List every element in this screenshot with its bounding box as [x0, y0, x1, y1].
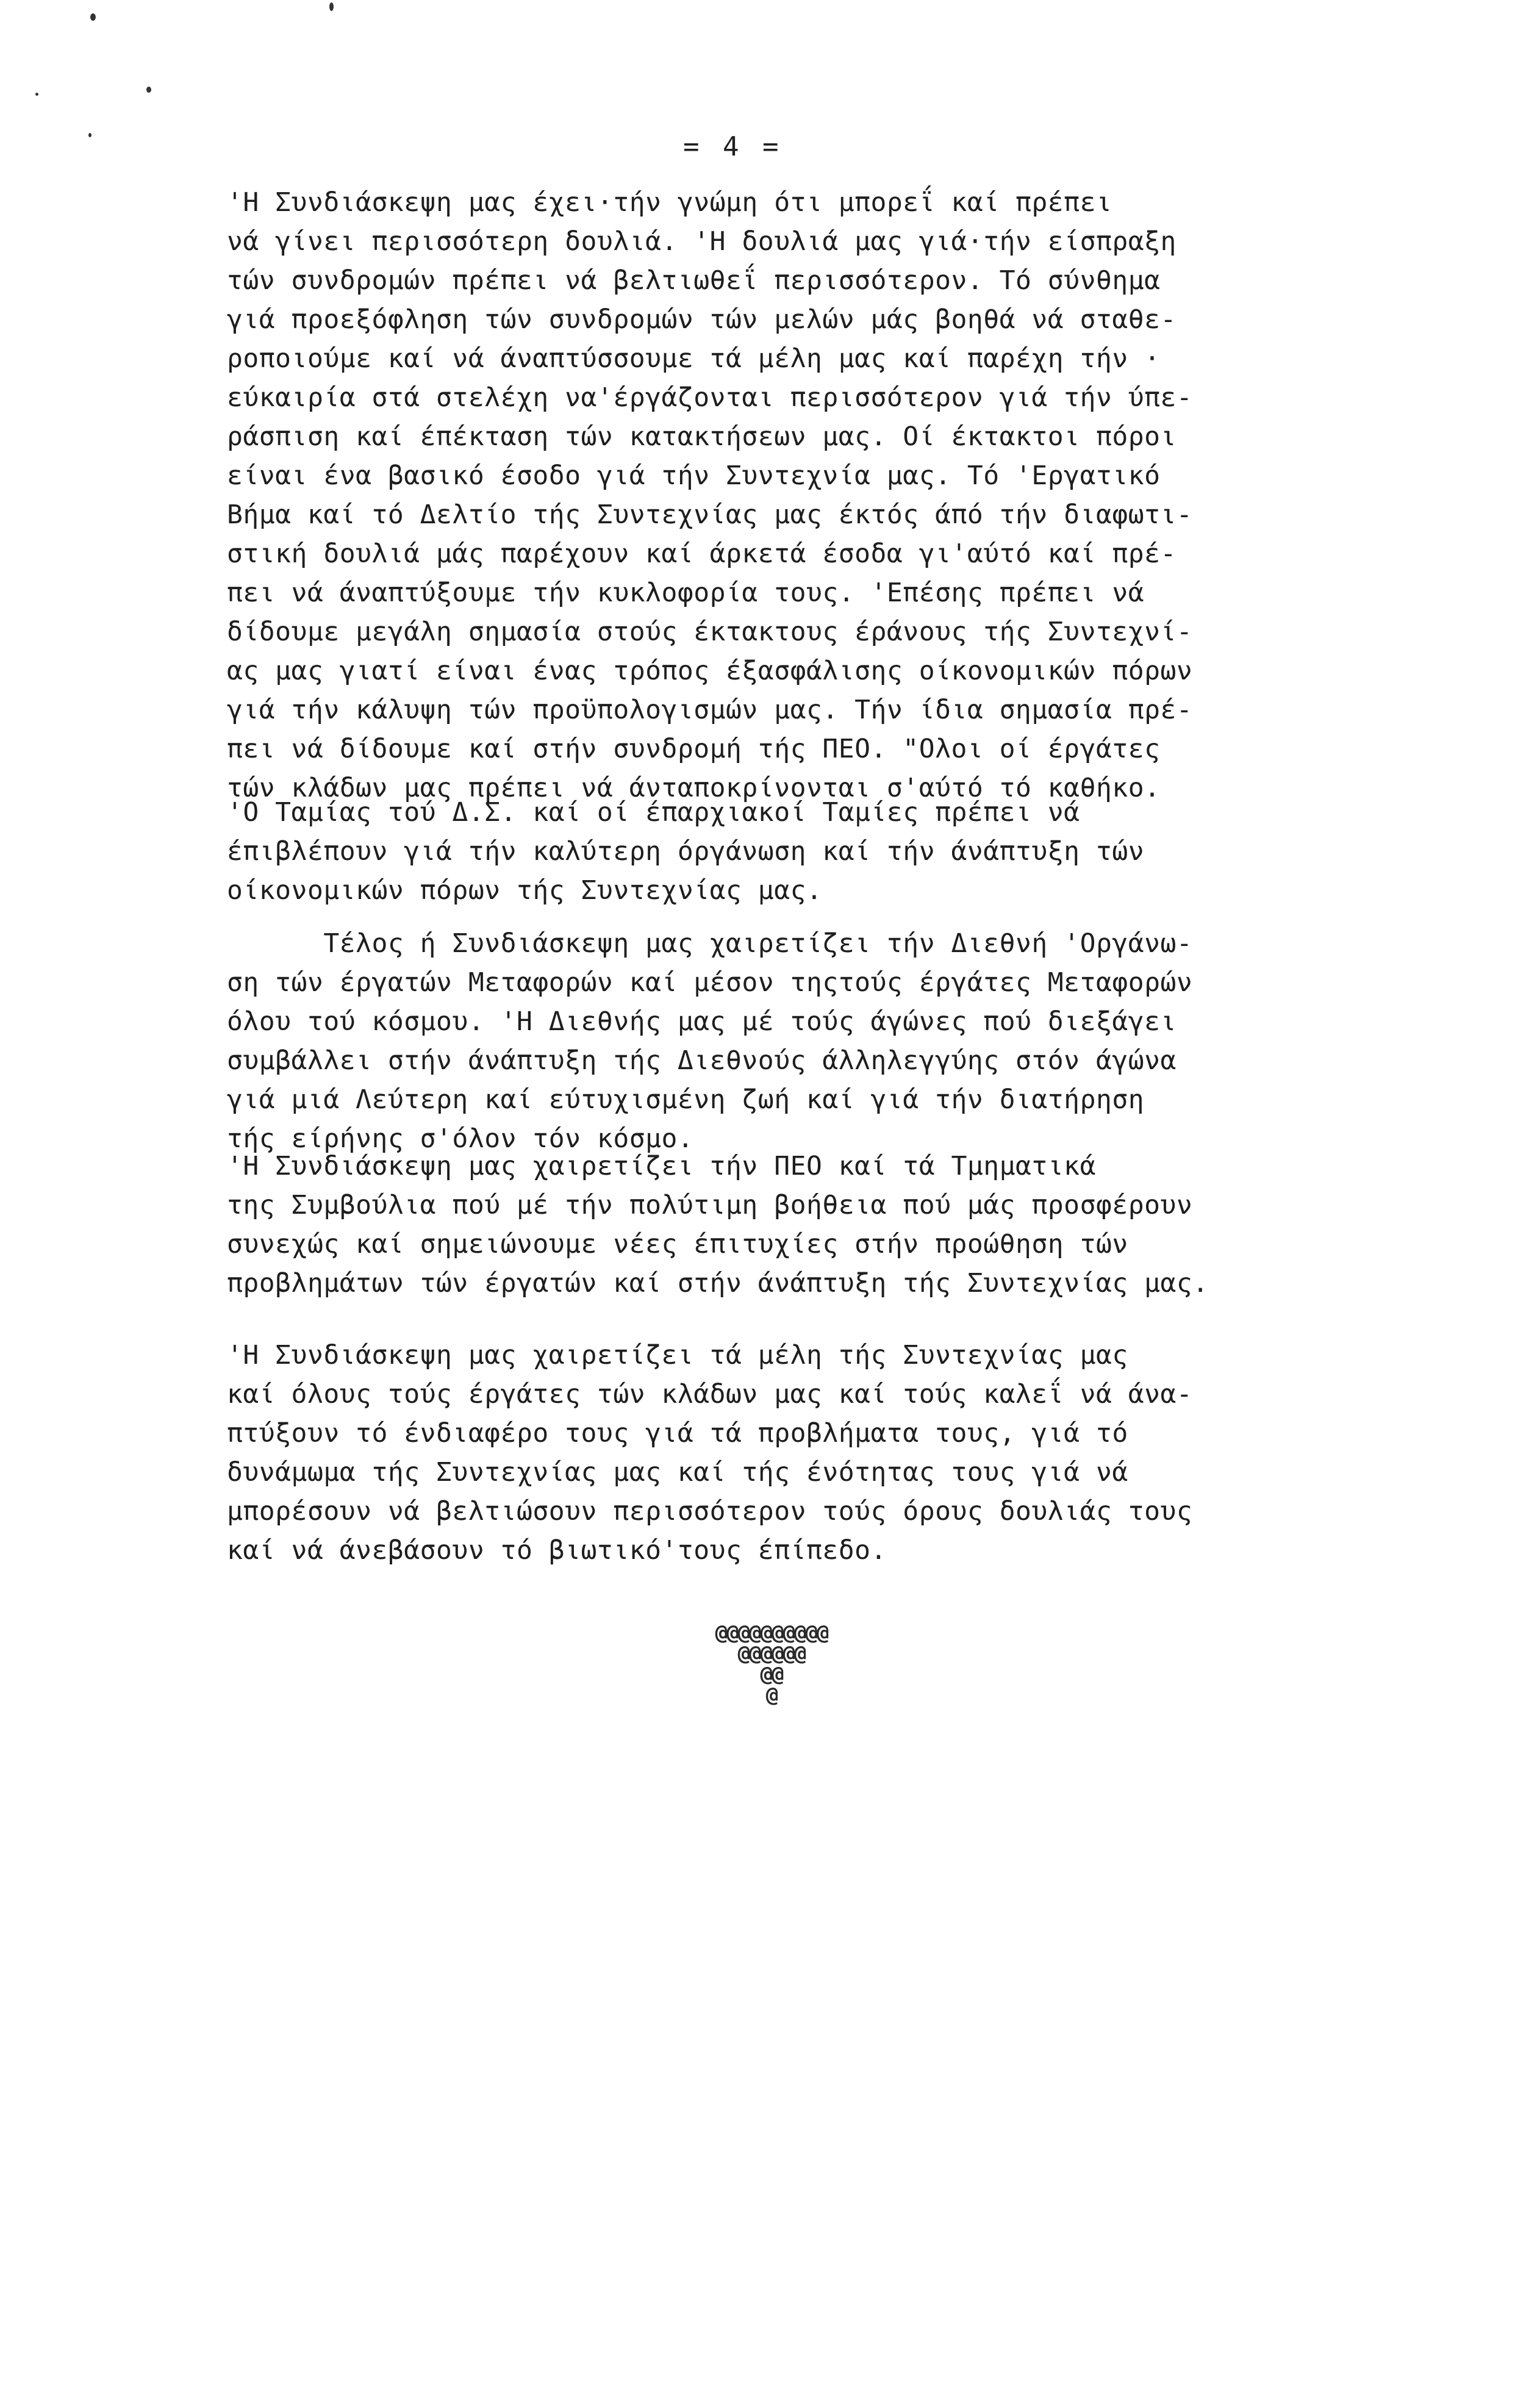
text-line: τών κλάδων μας πρέπει νά άνταποκρίνονται σ'αύτό τό καθήκο. — [227, 773, 1161, 803]
text-line: δίδουμε μεγάλη σημασία στούς έκτακτους έράνους τής Συντεχνί- — [227, 617, 1193, 647]
ornament-row: @@@@@@ — [737, 1641, 806, 1666]
scan-speck — [88, 133, 91, 137]
text-line: Βήμα καί τό Δελτίο τής Συντεχνίας μας έκτός άπό τήν διαφωτι- — [227, 500, 1193, 530]
text-line: γιά μιά Λεύτερη καί εύτυχισμένη ζωή καί γιά τήν διατήρηση — [227, 1084, 1145, 1115]
text-line: 'Η Συνδιάσκεψη μας χαιρετίζει τήν ΠΕΟ καί τά Τμηματικά — [227, 1151, 1096, 1181]
paragraph-international — [227, 924, 1373, 1158]
text-line: τών συνδρομών πρέπει νά βελτιωθεΐ περισσότερον. Τό σύνθημα — [227, 265, 1161, 296]
end-ornament — [671, 1622, 872, 1705]
text-line: της Συμβούλια πού μέ τήν πολύτιμη βοήθεια πού μάς προσφέρουν — [227, 1190, 1193, 1220]
scan-speck — [329, 2, 334, 11]
text-line: δυνάμωμα τής Συντεχνίας μας καί τής ένότητας τους γιά νά — [227, 1457, 1128, 1488]
text-line: Τέλος ή Συνδιάσκεψη μας χαιρετίζει τήν Διεθνή 'Οργάνω- — [227, 928, 1193, 959]
scan-speck — [146, 87, 151, 93]
paragraph-members — [227, 1336, 1373, 1570]
text-line: πει νά άναπτύξουμε τήν κυκλοφορία τους. 'Επέσης πρέπει νά — [227, 578, 1145, 608]
scan-speck — [35, 93, 38, 96]
text-line: εύκαιρία στά στελέχη να'έργάζονται περισσότερον γιά τήν ύπε- — [227, 382, 1193, 413]
page-number: = 4 = — [683, 131, 783, 162]
paragraph-peo — [227, 1147, 1373, 1303]
text-line: γιά τήν κάλυψη τών προϋπολογισμών μας. Τήν ίδια σημασία πρέ- — [227, 695, 1193, 725]
text-line: ση τών έργατών Μεταφορών καί μέσον τηςτούς έργάτες Μεταφορών — [227, 967, 1193, 998]
text-line: συνεχώς καί σημειώνουμε νέες έπιτυχίες στήν προώθηση τών — [227, 1229, 1128, 1259]
text-line: όλου τού κόσμου. 'Η Διεθνής μας μέ τούς άγώνες πού διεξάγει — [227, 1006, 1176, 1037]
ornament-row: @@ — [760, 1662, 783, 1686]
text-line: πει νά δίδουμε καί στήν συνδρομή τής ΠΕΟ. "Ολοι οί έργάτες — [227, 734, 1161, 764]
text-line: μπορέσουν νά βελτιώσουν περισσότερον τούς όρους δουλιάς τους — [227, 1496, 1193, 1527]
text-line: 'Η Συνδιάσκεψη μας χαιρετίζει τά μέλη τής Συντεχνίας μας — [227, 1340, 1128, 1370]
text-line: συμβάλλει στήν άνάπτυξη τής Διεθνούς άλληλεγγύης στόν άγώνα — [227, 1045, 1176, 1076]
text-line: προβλημάτων τών έργατών καί στήν άνάπτυξη τής Συντεχνίας μας. — [227, 1268, 1209, 1299]
text-line: γιά προεξόφληση τών συνδρομών τών μελών μάς βοηθά νά σταθε- — [227, 304, 1176, 335]
paragraph-finances — [227, 183, 1373, 808]
scan-speck — [90, 13, 96, 21]
text-line: είναι ένα βασικό έσοδο γιά τήν Συντεχνία μας. Τό 'Εργατικό — [227, 460, 1161, 491]
ornament-row: @@@@@@@@@@ — [715, 1621, 828, 1645]
text-line: 'Η Συνδιάσκεψη μας έχει·τήν γνώμη ότι μπορεΐ καί πρέπει — [227, 187, 1112, 218]
text-line: έπιβλέπουν γιά τήν καλύτερη όργάνωση καί τήν άνάπτυξη τών — [227, 836, 1145, 867]
text-line: ας μας γιατί είναι ένας τρόπος έξασφάλισης οίκονομικών πόρων — [227, 656, 1193, 686]
paragraph-treasurers — [227, 793, 1373, 910]
ornament-row: @ — [765, 1683, 778, 1707]
text-line: τής είρήνης σ'όλον τόν κόσμο. — [227, 1123, 694, 1154]
text-line: καί όλους τούς έργάτες τών κλάδων μας καί τούς καλεΐ νά άνα- — [227, 1379, 1193, 1410]
text-line: καί νά άνεβάσουν τό βιωτικό'τους έπίπεδο. — [227, 1535, 887, 1566]
text-line: στική δουλιά μάς παρέχουν καί άρκετά έσοδα γι'αύτό καί πρέ- — [227, 539, 1176, 569]
text-line: 'Ο Ταμίας τού Δ.Σ. καί οί έπαρχιακοί Ταμίες πρέπει νά — [227, 797, 1080, 828]
text-line: ροποιούμε καί νά άναπτύσσουμε τά μέλη μας καί παρέχη τήν · — [227, 343, 1161, 374]
text-line: οίκονομικών πόρων τής Συντεχνίας μας. — [227, 875, 823, 906]
text-line: πτύξουν τό ένδιαφέρο τους γιά τά προβλήματα τους, γιά τό — [227, 1418, 1128, 1449]
text-line: νά γίνει περισσότερη δουλιά. 'Η δουλιά μας γιά·τήν είσπραξη — [227, 226, 1176, 257]
text-line: ράσπιση καί έπέκταση τών κατακτήσεων μας. Οί έκτακτοι πόροι — [227, 421, 1176, 452]
